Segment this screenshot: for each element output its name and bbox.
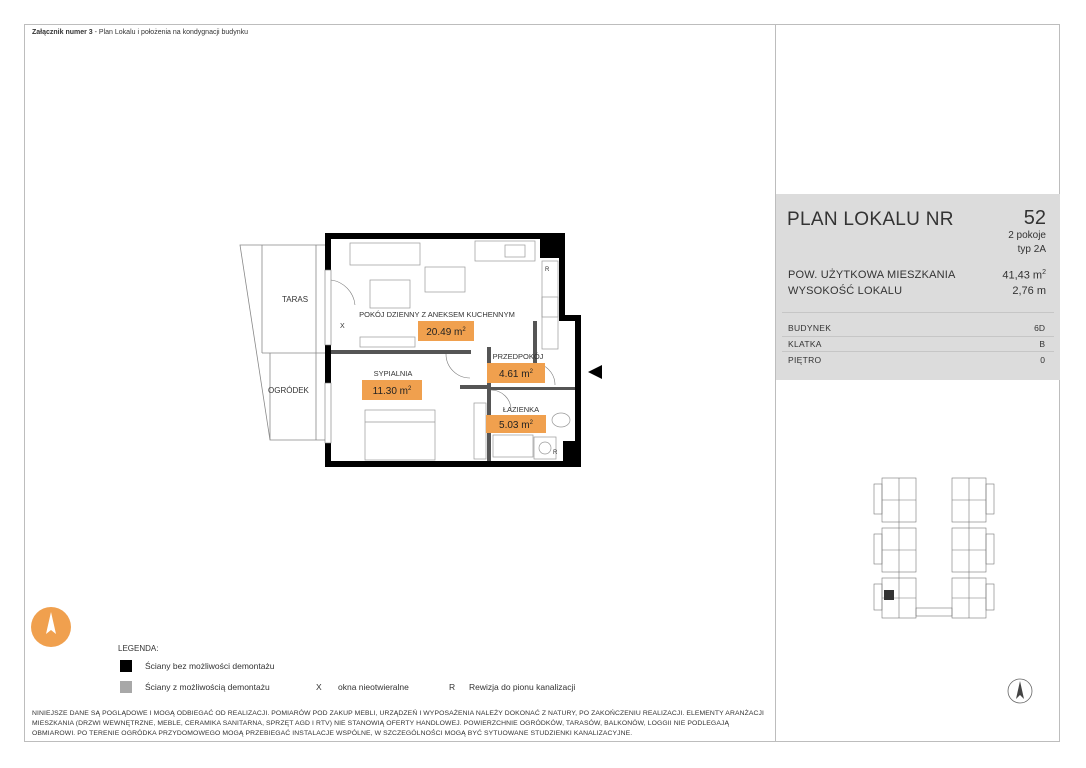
document-header bbox=[32, 29, 248, 36]
stairwell-value: B bbox=[1039, 339, 1045, 349]
unit-type: typ 2A bbox=[1017, 244, 1046, 255]
removable-wall-swatch bbox=[120, 681, 132, 693]
inspection-marker: R bbox=[553, 450, 558, 456]
area-label: POW. UŻYTKOWA MIESZKANIA bbox=[788, 269, 956, 281]
unit-title: PLAN LOKALU NR bbox=[787, 209, 954, 230]
hallway-area: 4.61 $m^2$ bbox=[499, 369, 533, 380]
x-symbol: X bbox=[316, 682, 322, 692]
building-value: 6D bbox=[1034, 323, 1045, 333]
floor-value: 0 bbox=[1040, 355, 1045, 365]
r-symbol: R bbox=[449, 682, 456, 692]
non-opening-window-marker: X bbox=[340, 323, 345, 330]
unit-number: 52 bbox=[1023, 207, 1046, 229]
building-key-plan bbox=[852, 470, 1012, 625]
fixed-wall-legend: Ściany bez możliwości demontażu bbox=[145, 661, 275, 671]
compass-icon bbox=[28, 604, 74, 650]
rooms-count: 2 pokoje bbox=[1008, 230, 1046, 241]
bedroom-name: SYPIALNIA bbox=[373, 369, 413, 378]
living-room-area: 20.49 $m^2$ bbox=[426, 327, 466, 338]
bedroom-furniture bbox=[365, 410, 435, 460]
building-label: BUDYNEK bbox=[788, 323, 832, 333]
column-divider bbox=[775, 24, 776, 742]
bathroom-area: 5.03 $m^2$ bbox=[499, 420, 533, 431]
hallway-name: PRZEDPOKÓJ bbox=[492, 352, 544, 361]
annex-label: Załącznik numer 3 bbox=[32, 29, 93, 36]
floor-label: PIĘTRO bbox=[788, 355, 822, 365]
stairwell-label: KLATKA bbox=[788, 339, 822, 349]
entrance-arrow-icon bbox=[588, 365, 602, 379]
annex-description: - Plan Lokalu i położenia na kondygnacji budynku bbox=[94, 29, 248, 36]
panel-separator bbox=[782, 312, 1054, 313]
terrace-outline bbox=[240, 245, 325, 440]
panel-separator bbox=[782, 336, 1054, 337]
living-room-name: POKÓJ DZIENNY Z ANEKSEM KUCHENNYM bbox=[359, 310, 515, 319]
legend-title: LEGENDA: bbox=[118, 644, 159, 653]
r-legend: Rewizja do pionu kanalizacji bbox=[469, 682, 576, 692]
fixed-wall-swatch bbox=[120, 660, 132, 672]
inspection-marker: R bbox=[545, 267, 550, 273]
removable-wall-legend: Ściany z możliwością demontażu bbox=[145, 682, 270, 692]
bedroom-area: 11.30 $m^2$ bbox=[372, 386, 412, 397]
bathroom-name: ŁAZIENKA bbox=[502, 405, 540, 414]
unit-location-marker bbox=[884, 590, 894, 600]
north-arrow-icon bbox=[1006, 677, 1034, 705]
terrace-label: TARAS bbox=[282, 295, 309, 304]
garden-label: OGRÓDEK bbox=[268, 386, 309, 395]
height-value: 2,76 m bbox=[1012, 285, 1046, 297]
panel-separator bbox=[782, 351, 1054, 352]
height-label: WYSOKOŚĆ LOKALU bbox=[788, 285, 903, 297]
x-legend: okna nieotwieralne bbox=[338, 682, 409, 692]
floor-plan bbox=[230, 225, 610, 475]
area-value: 41,43 $m^2$ bbox=[1002, 269, 1046, 282]
disclaimer: NINIEJSZE DANE SĄ POGLĄDOWE I MOGĄ ODBIEGAĆ OD REALIZACJI. POMIARÓW POD ZAKUP MEBLI, URZĄDZEŃ I WYPOSAŻENIA NALEŻY DOKONAĆ Z NATURY, PO ZAKOŃCZENIU REALIZACJI. ELEMENTY ARANŻACJI MIESZKANIA (DRZWI WEWNĘTRZNE, MEBLE, CERAMIKA SANITARNA, SPRZĘT AGD I RTV) NIE STANOWIĄ OFERTY HANDLOWEJ. POWIERZCHNIE OGRÓDKÓW, TARASÓW, BALKONÓW, LOGGII NIE PODLEGAJĄ OBMIAROWI. PO TERENIE OGRÓDKA PRZYDOMOWEGO MOGĄ PRZEBIEGAĆ INSTALACJE WSPÓLNE, W SZCZEGÓLNOŚCI MOGĄ BYĆ SYTUOWANE STUDZIENKI KANALIZACYJNE. bbox=[32, 710, 764, 737]
